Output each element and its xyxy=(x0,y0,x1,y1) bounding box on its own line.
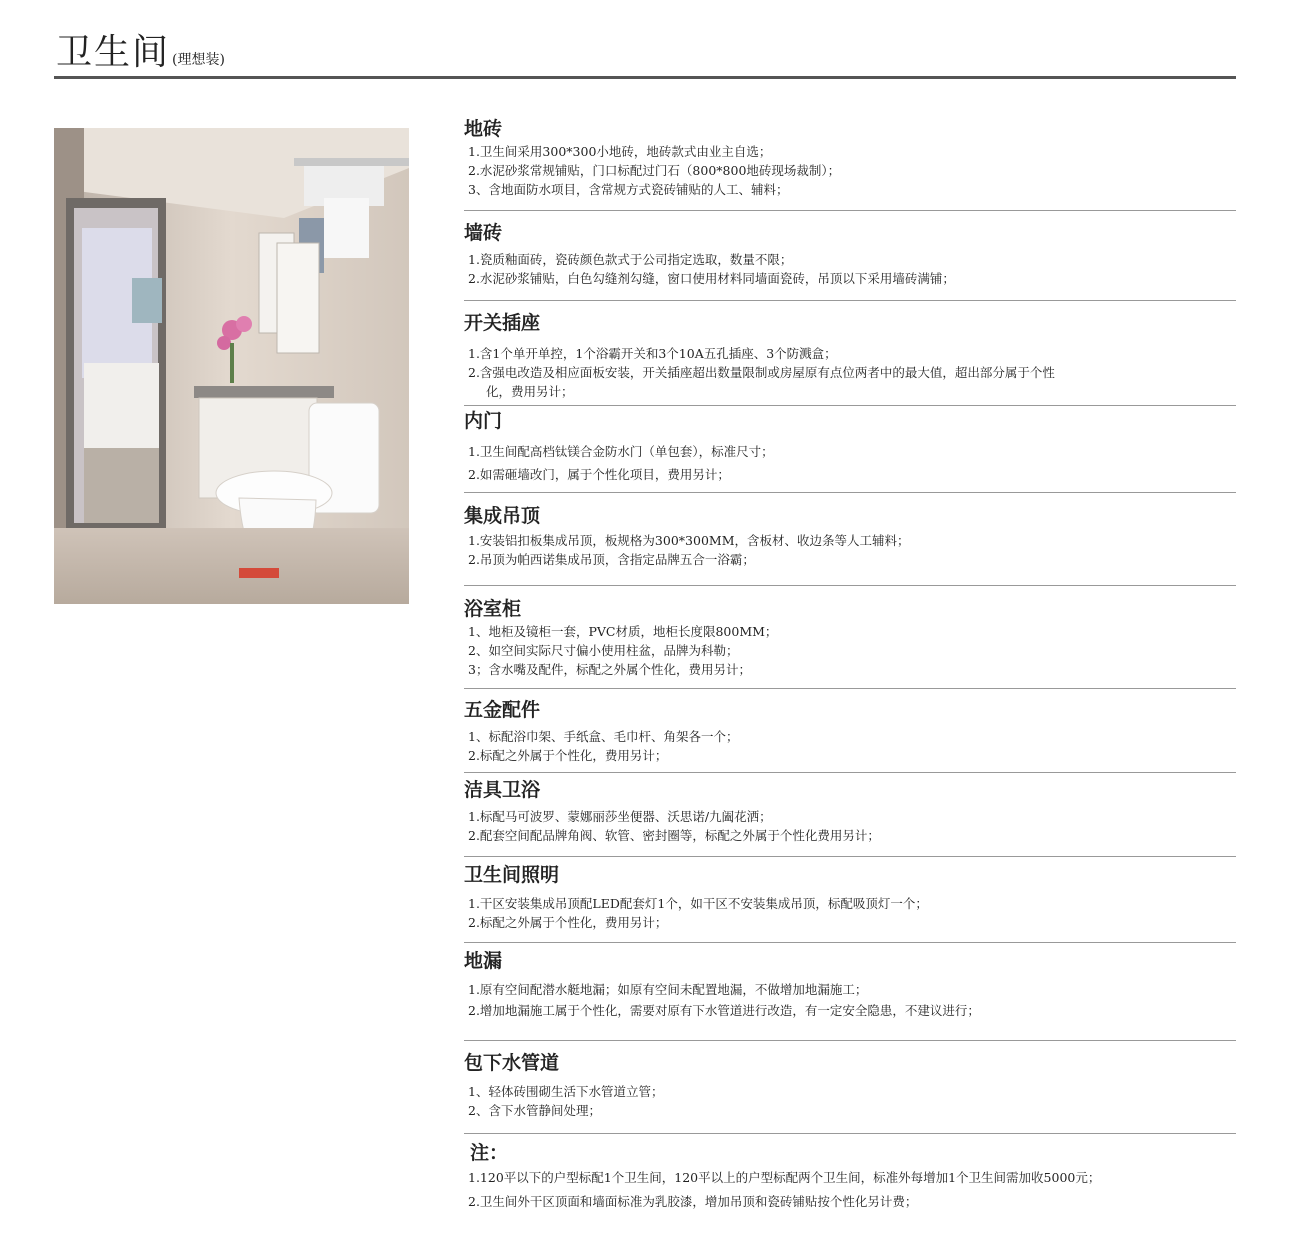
list-item: 3、含地面防水项目，含常规方式瓷砖铺贴的人工、辅料； xyxy=(468,182,789,197)
header-divider xyxy=(54,76,1236,79)
page-subtitle: (理想装) xyxy=(172,52,225,68)
list-item: 化，费用另计； xyxy=(486,384,574,399)
list-item: 1.卫生间配高档钛镁合金防水门（单包套），标准尺寸； xyxy=(468,444,774,459)
section-floor-tile xyxy=(464,116,1236,199)
section-divider xyxy=(464,1133,1236,1134)
section-wall-tile xyxy=(464,220,1236,288)
section-title: 地漏 xyxy=(464,950,503,972)
section-title: 墙砖 xyxy=(464,222,503,244)
section-title: 开关插座 xyxy=(464,312,541,334)
list-item: 2.标配之外属于个性化，费用另计； xyxy=(468,748,668,763)
list-item: 2.水泥砂浆常规铺贴，门口标配过门石（800*800地砖现场裁制）； xyxy=(468,163,841,178)
section-title: 五金配件 xyxy=(464,699,541,721)
section-floor-drain xyxy=(464,948,1236,1020)
list-item: 2、含下水管静间处理； xyxy=(468,1103,601,1118)
section-divider xyxy=(464,856,1236,857)
list-item: 2.标配之外属于个性化，费用另计； xyxy=(468,915,668,930)
section-hardware xyxy=(464,697,1236,765)
section-divider xyxy=(464,942,1236,943)
list-item: 1.卫生间采用300*300小地砖，地砖款式由业主自选； xyxy=(468,144,772,159)
section-title: 地砖 xyxy=(464,118,503,140)
list-item: 1.120平以下的户型标配1个卫生间，120平以上的户型标配两个卫生间，标准外每增加1个卫生间需加收5000元； xyxy=(468,1170,1101,1185)
section-divider xyxy=(464,688,1236,689)
section-title: 卫生间照明 xyxy=(464,864,560,886)
section-title: 集成吊顶 xyxy=(464,505,541,527)
list-item: 1、地柜及镜柜一套，PVC材质，地柜长度限800MM； xyxy=(468,624,778,639)
section-bathroom-cabinet xyxy=(464,596,1236,679)
section-divider xyxy=(464,210,1236,211)
section-divider xyxy=(464,300,1236,301)
list-item: 2.配套空间配品牌角阀、软管、密封圈等，标配之外属于个性化费用另计； xyxy=(468,828,880,843)
section-sanitary-ware xyxy=(464,777,1236,845)
section-divider xyxy=(464,492,1236,493)
section-switch-socket xyxy=(464,310,1236,401)
section-drain-pipe xyxy=(464,1050,1236,1120)
section-divider xyxy=(464,405,1236,406)
list-item: 1.含1个单开单控，1个浴霸开关和3个10A五孔插座、3个防溅盒； xyxy=(468,346,837,361)
section-integrated-ceiling xyxy=(464,503,1236,569)
list-item: 2.含强电改造及相应面板安装，开关插座超出数量限制或房屋原有点位两者中的最大值，超出部分属于个性 xyxy=(468,365,1055,380)
section-title: 内门 xyxy=(464,410,503,432)
section-title: 浴室柜 xyxy=(464,598,522,620)
section-title: 洁具卫浴 xyxy=(464,779,541,801)
list-item: 1.安装铝扣板集成吊顶，板规格为300*300MM，含板材、收边条等人工辅料； xyxy=(468,533,910,548)
list-item: 2.增加地漏施工属于个性化，需要对原有下水管道进行改造，有一定安全隐患，不建议进行； xyxy=(468,1003,980,1018)
section-notes xyxy=(464,1140,1236,1211)
list-item: 1、轻体砖围砌生活下水管道立管； xyxy=(468,1084,664,1099)
list-item: 1.原有空间配潜水艇地漏；如原有空间未配置地漏，不做增加地漏施工； xyxy=(468,982,868,997)
section-lighting xyxy=(464,862,1236,932)
bathroom-photo xyxy=(54,128,409,604)
list-item: 2.卫生间外干区顶面和墙面标准为乳胶漆，增加吊顶和瓷砖铺贴按个性化另计费； xyxy=(468,1194,918,1209)
list-item: 1、标配浴巾架、手纸盒、毛巾杆、角架各一个； xyxy=(468,729,739,744)
section-inner-door xyxy=(464,408,1236,484)
list-item: 3；含水嘴及配件，标配之外属个性化，费用另计； xyxy=(468,662,751,677)
section-divider xyxy=(464,1040,1236,1041)
list-item: 1.干区安装集成吊顶配LED配套灯1个，如干区不安装集成吊顶，标配吸顶灯一个； xyxy=(468,896,928,911)
page-header xyxy=(56,24,225,75)
section-divider xyxy=(464,772,1236,773)
list-item: 2.吊顶为帕西诺集成吊顶，含指定品牌五合一浴霸； xyxy=(468,552,755,567)
list-item: 2、如空间实际尺寸偏小使用柱盆，品牌为科勒； xyxy=(468,643,739,658)
section-divider xyxy=(464,585,1236,586)
list-item: 1.标配马可波罗、蒙娜丽莎坐便器、沃思诺/九阖花洒； xyxy=(468,809,772,824)
list-item: 2.水泥砂浆铺贴，白色勾缝剂勾缝，窗口使用材料同墙面瓷砖，吊顶以下采用墙砖满铺； xyxy=(468,271,955,286)
section-title: 注： xyxy=(470,1142,509,1164)
list-item: 2.如需砸墙改门，属于个性化项目，费用另计； xyxy=(468,467,730,482)
list-item: 1.瓷质釉面砖，瓷砖颜色款式于公司指定选取，数量不限； xyxy=(468,252,793,267)
page-title: 卫生间 xyxy=(56,32,171,73)
section-title: 包下水管道 xyxy=(464,1052,560,1074)
